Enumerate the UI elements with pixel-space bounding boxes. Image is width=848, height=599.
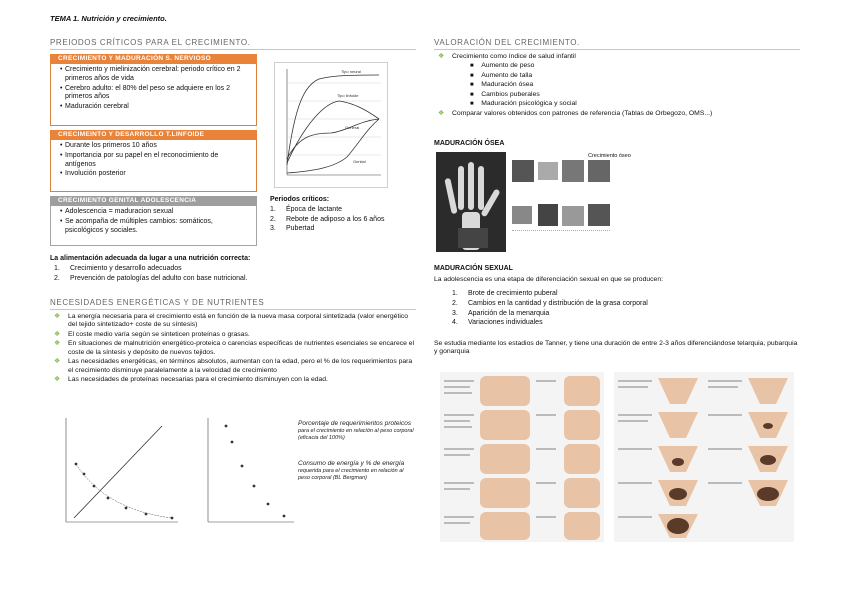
tanner-pubic-svg [614, 372, 794, 542]
diamond-bullet-icon: ❖ [438, 109, 445, 117]
diamond-bullet-icon: ❖ [54, 376, 61, 384]
bone-tile [512, 160, 534, 182]
maduracion-osea-head: MADURACIÓN ÓSEA [434, 140, 505, 147]
box-head-genital: CRECIMIENTO GENITAL ADOLESCENCIA [50, 196, 257, 206]
box-sistema-nervioso [50, 54, 257, 126]
bone-tile [458, 228, 488, 248]
alimentacion-block [50, 255, 416, 284]
list-item: ■ Maduración ósea [470, 81, 534, 89]
bone-tile [538, 162, 558, 180]
tanner-plate-breast [440, 372, 604, 542]
square-bullet-icon: ■ [470, 72, 474, 79]
maduracion-sexual-head: MADURACIÓN SEXUAL [434, 265, 513, 272]
bone-tile [512, 206, 532, 224]
list-item: 1. Época de lactante [270, 205, 343, 213]
tanner-breast-svg [440, 372, 604, 542]
list-item: • Durante los primeros 10 años [65, 142, 250, 151]
list-item: 3. Aparición de la menarquia [452, 309, 550, 317]
valoracion-block [434, 53, 800, 119]
section-title-valoracion: VALORACIÓN DEL CRECIMIENTO. [434, 38, 800, 50]
curve-label-linfoide: Tipo linfoide [337, 93, 359, 98]
list-linfoide [51, 140, 256, 183]
square-bullet-icon: ■ [470, 63, 474, 70]
diamond-bullet-icon: ❖ [54, 340, 61, 348]
periodos-criticos-list [270, 206, 416, 234]
diamond-bullet-icon: ❖ [54, 358, 61, 366]
bone-tile [588, 160, 610, 182]
box-genital [50, 196, 257, 246]
caption-energia: Consumo de energía y % de energía requerida para el crecimiento en relación al peso corporal (BL Bergman) [298, 460, 405, 481]
curve-label-general: General [345, 125, 360, 130]
protein-chart-svg [54, 412, 182, 534]
box-tejido-linfoide [50, 130, 257, 192]
protein-chart [54, 412, 182, 534]
square-bullet-icon: ■ [470, 101, 474, 108]
valoracion-sublist [434, 62, 800, 109]
sexual-intro: La adolescencia es una etapa de diferenciación sexual en que se producen: [434, 276, 663, 283]
alimentacion-head: La alimentación adecuada da lugar a una nutrición correcta: [50, 255, 251, 262]
list-item: ❖ Las necesidades energéticas, en términos absolutos, aumentan con la edad, pero el % de los requerimientos para el crecimiento disminuye paralelamente a la velocidad de crecimiento [54, 358, 413, 374]
caption-proteico: Porcentaje de requerimientos proteicos para el crecimiento en relación al peso corporal (eficacia del 100%) [298, 420, 414, 441]
curve-label-genital: Genital [353, 159, 366, 164]
list-item: • Maduración cerebral [65, 103, 250, 112]
list-item: 2. Rebote de adiposo a los 6 años [270, 215, 385, 223]
list-item: 2. Prevención de patologías del adulto con base nutricional. [54, 274, 248, 282]
bone-age-tiles [512, 160, 612, 250]
square-bullet-icon: ■ [470, 82, 474, 89]
bone-tile [538, 204, 558, 226]
list-item: ❖ Las necesidades de proteínas necesarias para el crecimiento disminuyen con la edad. [54, 376, 328, 384]
growth-curves-svg [275, 63, 387, 187]
list-item: • Involución posterior [65, 170, 250, 179]
bone-tile [588, 204, 610, 226]
list-item: ❖ Comparar valores obtenidos con patrones de referencia (Tablas de Orbegozo, OMS...) [438, 109, 713, 117]
list-genital [51, 206, 256, 239]
diamond-bullet-icon: ❖ [54, 330, 61, 338]
list-item: 1. Brote de crecimiento puberal [452, 290, 558, 297]
list-item: • Se acompaña de múltiples cambios: somáticos, psicológicos y sociales. [65, 218, 250, 236]
list-item: ■ Cambios puberales [470, 90, 540, 98]
alimentacion-list [50, 265, 416, 284]
box-head-nervioso: CRECIMIENTO Y MADURACIÓN S. NERVIOSO [50, 54, 257, 64]
list-item: ❖ En situaciones de malnutrición energético-proteica o carencias específicas de nutrientes esenciales se encarece el coste de la síntesis y depósito de nuevos tejidos. [54, 340, 415, 356]
periodos-criticos-head: Periodos críticos: [270, 196, 330, 203]
bone-tile [562, 160, 584, 182]
tanner-text: Se estudia mediante los estadios de Tanner, y tiene una duración de entre 2-3 años diferenciándose telarquia, pubarquia y gonarquia [434, 340, 798, 356]
section-title-periodos: PREIODOS CRÍTICOS PARA EL CRECIMIENTO. [50, 38, 416, 50]
list-item: • Crecimiento y mielinización cerebral: periodo crítico en 2 primeros años de vida [65, 66, 250, 84]
list-item: ■ Maduración psicológica y social [470, 100, 577, 108]
energy-chart [198, 412, 298, 534]
list-item: 4. Variaciones individuales [452, 319, 543, 327]
diamond-bullet-icon: ❖ [54, 313, 61, 320]
list-item: 2. Cambios en la cantidad y distribución de la grasa corporal [452, 299, 648, 307]
periodos-criticos [270, 196, 416, 235]
list-item: ❖ La energía necesaria para el crecimiento está en función de la nueva masa corporal sintetizada (valor energético del tejido sintetizado+ coste de su síntesis) [54, 313, 409, 329]
list-item: • Importancia por su papel en el reconocimiento de antígenos [65, 152, 250, 170]
bone-tile [562, 206, 584, 226]
section-title-necesidades: NECESIDADES ENERGÉTICAS Y DE NUTRIENTES [50, 298, 416, 310]
crecimiento-oseo-label: Crecimiento óseo [588, 153, 631, 159]
list-item: • Adolescencia = maduracion sexual [65, 208, 250, 217]
energy-chart-svg [198, 412, 298, 534]
document-title: TEMA 1. Nutrición y crecimiento. [50, 14, 167, 23]
list-item: ■ Aumento de talla [470, 71, 533, 79]
necesidades-list [50, 313, 416, 386]
list-item: ■ Aumento de peso [470, 62, 535, 70]
bone-sketch-row [512, 230, 610, 246]
square-bullet-icon: ■ [470, 91, 474, 98]
tanner-plate-pubic [614, 372, 794, 542]
box-head-linfoide: CRECIMEINTO Y DESARROLLO T.LINFOIDE [50, 130, 257, 140]
list-item: ❖ El coste medio varía según se sinteticen proteínas o grasas. [54, 330, 250, 338]
curve-label-neural: Tipo neural [341, 69, 361, 74]
list-nervioso [51, 64, 256, 116]
list-item: 1. Crecimiento y desarrollo adecuados [54, 264, 182, 272]
sexual-list [452, 290, 792, 329]
list-item: ❖ Crecimiento como índice de salud infantil [438, 53, 576, 60]
growth-curves-figure [274, 62, 388, 188]
diamond-bullet-icon: ❖ [438, 53, 445, 60]
list-item: • Cerebro adulto: el 80% del peso se adquiere en los 2 primeros años [65, 85, 250, 103]
list-item: 3. Pubertad [270, 225, 315, 233]
